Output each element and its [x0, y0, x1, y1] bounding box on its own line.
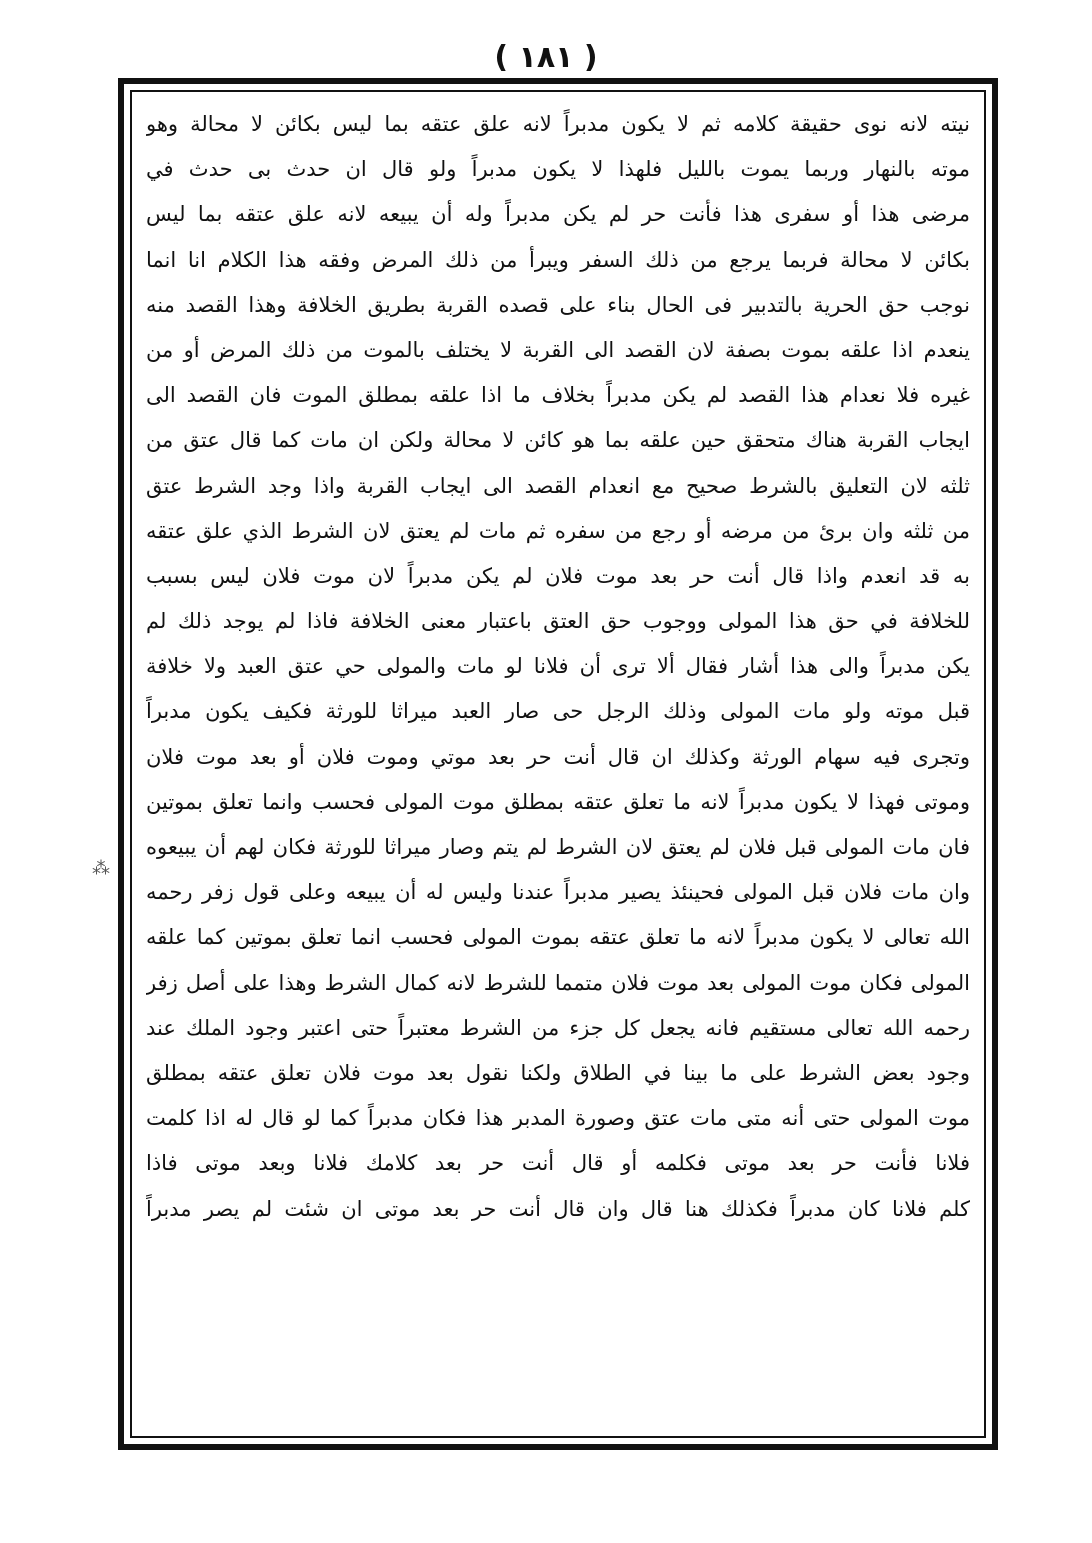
text-line-21: رحمه الله تعالى مستقيم فانه يجعل كل جزء من الشرط معتبراً حتى اعتبر وجود الملك عند [146, 1015, 970, 1040]
text-line-1: نيته لانه نوى حقيقة كلامه ثم لا يكون مدبراً لانه علق عتقه بما ليس بكائن لا محالة وهو [146, 112, 970, 136]
text-line-13: يكن مدبراً والى هذا أشار فقال ألا ترى أن فلانا لو مات والمولى حي عتق العبد ولا خلافة [146, 654, 970, 679]
text-line-8: ايجاب القربة هناك متحقق حين علقه بما هو كائن لا محالة ولكن ان مات كما قال عتق من [146, 428, 970, 453]
text-line-11: به قد انعدم واذا قال أنت حر بعد موت فلان لم يكن مدبراً لان موت فلان ليس بسبب [146, 563, 970, 588]
text-line-14: قبل موته ولو مات المولى وذلك الرجل حى صار العبد ميراثا للورثة فكيف يكون مدبراً [146, 699, 970, 724]
text-line-3: مرضى هذا أو سفرى هذا فأنت حر لم يكن مدبراً وله أن يبيعه لانه علق عتقه بما ليس [146, 202, 970, 227]
text-line-17: فان مات المولى قبل فلان لم يعتق لان الشرط لم يتم وصار ميراثا للورثة فكان لهم أن يبيعوه [146, 835, 970, 859]
text-line-4: بكائن لا محالة فربما يرجع من ذلك السفر ويبرأ من ذلك المرض وفقه هذا الكلام انا انما [146, 247, 970, 272]
margin-mark: ⁂ [92, 858, 110, 879]
text-line-6: ينعدم اذا علقه بموت بصفة لان القصد الى القربة لا يختلف بالموت من ذلك المرض أو من [146, 337, 970, 362]
text-line-19: الله تعالى لا يكون مدبراً لانه ما تعلق عتقه بموت المولى فحسب انما تعلق بموتين كما علقه [146, 925, 970, 950]
text-line-23: موت المولى حتى أنه متى مات عتق وصورة المدبر هذا فكان مدبراً كما لو قال له اذا كلمت [146, 1106, 970, 1131]
text-line-2: موته بالنهار وربما يموت بالليل فلهذا لا يكون مدبراً ولو قال ان حدث بى حدث في [146, 157, 970, 182]
text-line-15: وتجرى فيه سهام الورثة وكذلك ان قال أنت حر بعد موتي وموت فلان أو بعد موت فلان [146, 744, 970, 769]
text-line-5: نوجب حق الحرية بالتدبير فى الحال بناء على قصده القربة بطريق الخلافة وهذا القصد منه [146, 292, 970, 317]
text-line-9: ثلثه لان التعليق بالشرط صحيح مع انعدام القصد الى ايجاب القربة واذا وجد الشرط عتق [146, 473, 970, 498]
text-line-16: وموتى فهذا لا يكون مدبراً لانه ما تعلق عتقه بمطلق موت المولى فحسب وانما تعلق بموتين [146, 789, 970, 814]
text-line-7: غيره فلا نعدام هذا القصد لم يكن مدبراً بخلاف ما اذا علقه بمطلق الموت فان القصد الى [146, 383, 970, 408]
text-line-10: من ثلثه وان برئ من مرضه أو رجع من سفره ثم مات لم يعتق لان الشرط الذي علق عتقه [146, 518, 970, 543]
text-line-25: كلم فلانا كان مدبراً فكذلك هنا قال وان قال أنت حر بعد موتى ان شئت لم يصر مدبراً [146, 1196, 970, 1221]
text-line-20: المولى فكان موت المولى بعد موت فلان متمما للشرط لانه كمال الشرط وهذا على أصل زفر [146, 970, 970, 995]
text-body [146, 102, 970, 1232]
text-line-18: وان مات فلان قبل المولى فحينئذ يصير مدبراً عندنا وليس له أن يبيعه وعلى قول زفر رحمه [146, 880, 970, 905]
text-line-24: فلانا فأنت حر بعد موتى فكلمه أو قال أنت حر بعد كلامك فلانا وبعد موتى فاذا [146, 1151, 970, 1176]
text-line-12: للخلافة في حق هذا المولى ووجوب حق العتق باعتبار معنى الخلافة فاذا لم يوجد ذلك لم [146, 609, 970, 634]
text-line-22: وجود بعض الشرط على ما بينا في الطلاق ولكنا نقول بعد موت فلان تعلق عتقه بمطلق [146, 1060, 970, 1085]
page-number: ( ١٨١ ) [494, 40, 598, 75]
